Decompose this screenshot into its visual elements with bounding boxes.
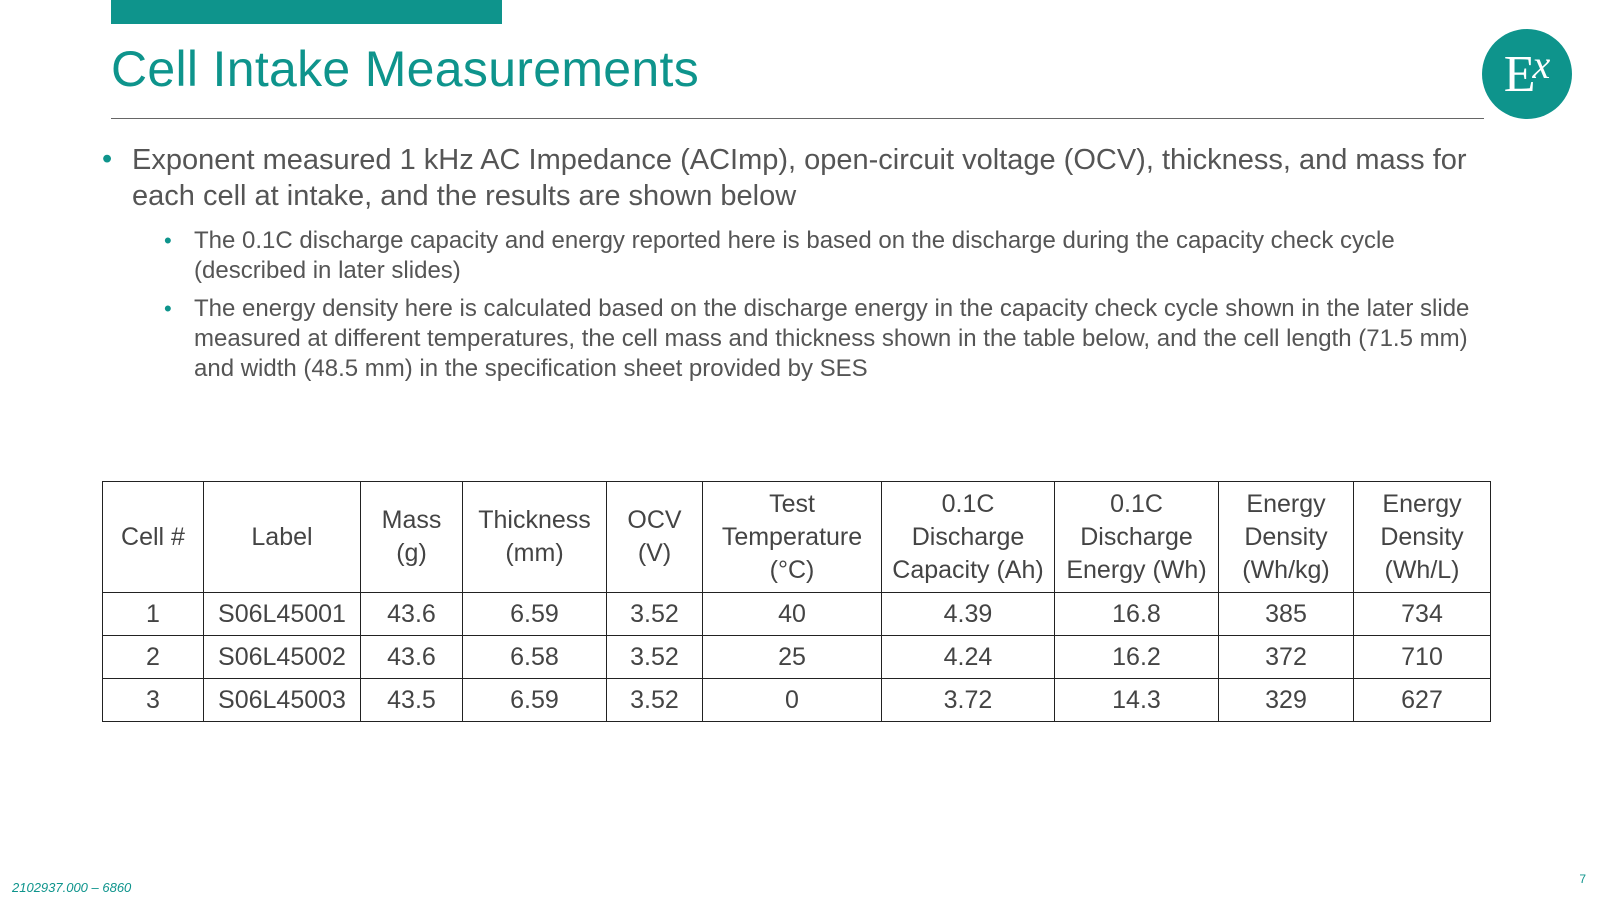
intake-measurements-table	[102, 481, 1491, 722]
bullet-dot-icon: •	[102, 143, 113, 175]
logo-letter-x: x	[1532, 41, 1551, 87]
table-cell: 25	[703, 636, 882, 679]
bullet-dot-icon: •	[164, 296, 172, 321]
main-bullet-text: Exponent measured 1 kHz AC Impedance (ACImp), open-circuit voltage (OCV), thickness, and mass for each cell at intake, and the results are shown below	[132, 144, 1467, 212]
page-number: 7	[1579, 872, 1586, 886]
column-header: OCV (V)	[607, 482, 703, 593]
table-cell: 6.58	[463, 636, 607, 679]
slide-title: Cell Intake Measurements	[111, 41, 700, 97]
table-cell: 4.39	[882, 593, 1055, 636]
column-header: Energy Density (Wh/kg)	[1219, 482, 1354, 593]
table-cell: 385	[1219, 593, 1354, 636]
table-cell: 16.2	[1055, 636, 1219, 679]
table-cell: 43.6	[361, 636, 463, 679]
main-bullet	[102, 142, 1482, 214]
table-cell: 3.52	[607, 636, 703, 679]
table-cell: 3.52	[607, 679, 703, 722]
table-row	[103, 593, 1491, 636]
bullet-list	[102, 142, 1482, 392]
sub-bullet-text: The energy density here is calculated based on the discharge energy in the capacity check cycle shown in the later slide measured at different temperatures, the cell mass and thickness shown in the table below, and the cell length (71.5 mm) and width (48.5 mm) in the specification sheet provided by SES	[194, 295, 1470, 382]
table-cell: 734	[1354, 593, 1491, 636]
table-cell: 329	[1219, 679, 1354, 722]
sub-bullet	[162, 294, 1482, 384]
column-header: Thickness (mm)	[463, 482, 607, 593]
table-header-row	[103, 482, 1491, 593]
table-cell: S06L45002	[204, 636, 361, 679]
table-cell: 3.72	[882, 679, 1055, 722]
table-cell: 710	[1354, 636, 1491, 679]
table-cell: S06L45001	[204, 593, 361, 636]
table-cell: 3	[103, 679, 204, 722]
column-header: Energy Density (Wh/L)	[1354, 482, 1491, 593]
title-accent-bar	[111, 0, 502, 24]
table-cell: 43.5	[361, 679, 463, 722]
column-header: Cell #	[103, 482, 204, 593]
table-cell: S06L45003	[204, 679, 361, 722]
column-header: Label	[204, 482, 361, 593]
table-cell: 6.59	[463, 679, 607, 722]
table-cell: 1	[103, 593, 204, 636]
table-cell: 43.6	[361, 593, 463, 636]
table-cell: 0	[703, 679, 882, 722]
column-header: 0.1C Discharge Energy (Wh)	[1055, 482, 1219, 593]
table-cell: 2	[103, 636, 204, 679]
sub-bullet-text: The 0.1C discharge capacity and energy reported here is based on the discharge during the capacity check cycle (described in later slides)	[194, 227, 1395, 284]
table-cell: 627	[1354, 679, 1491, 722]
sub-bullet	[162, 226, 1482, 286]
table-cell: 372	[1219, 636, 1354, 679]
table-row	[103, 679, 1491, 722]
table-cell: 14.3	[1055, 679, 1219, 722]
column-header: Test Temperature (°C)	[703, 482, 882, 593]
table-cell: 3.52	[607, 593, 703, 636]
logo-letter-e: E	[1503, 45, 1536, 103]
project-number: 2102937.000 – 6860	[12, 880, 132, 895]
exponent-logo	[1482, 29, 1572, 119]
column-header: Mass (g)	[361, 482, 463, 593]
bullet-dot-icon: •	[164, 228, 172, 253]
table-cell: 16.8	[1055, 593, 1219, 636]
table-row	[103, 636, 1491, 679]
column-header: 0.1C Discharge Capacity (Ah)	[882, 482, 1055, 593]
table-cell: 4.24	[882, 636, 1055, 679]
table-cell: 40	[703, 593, 882, 636]
title-divider	[111, 118, 1484, 119]
table-cell: 6.59	[463, 593, 607, 636]
sub-bullet-list	[162, 226, 1482, 384]
